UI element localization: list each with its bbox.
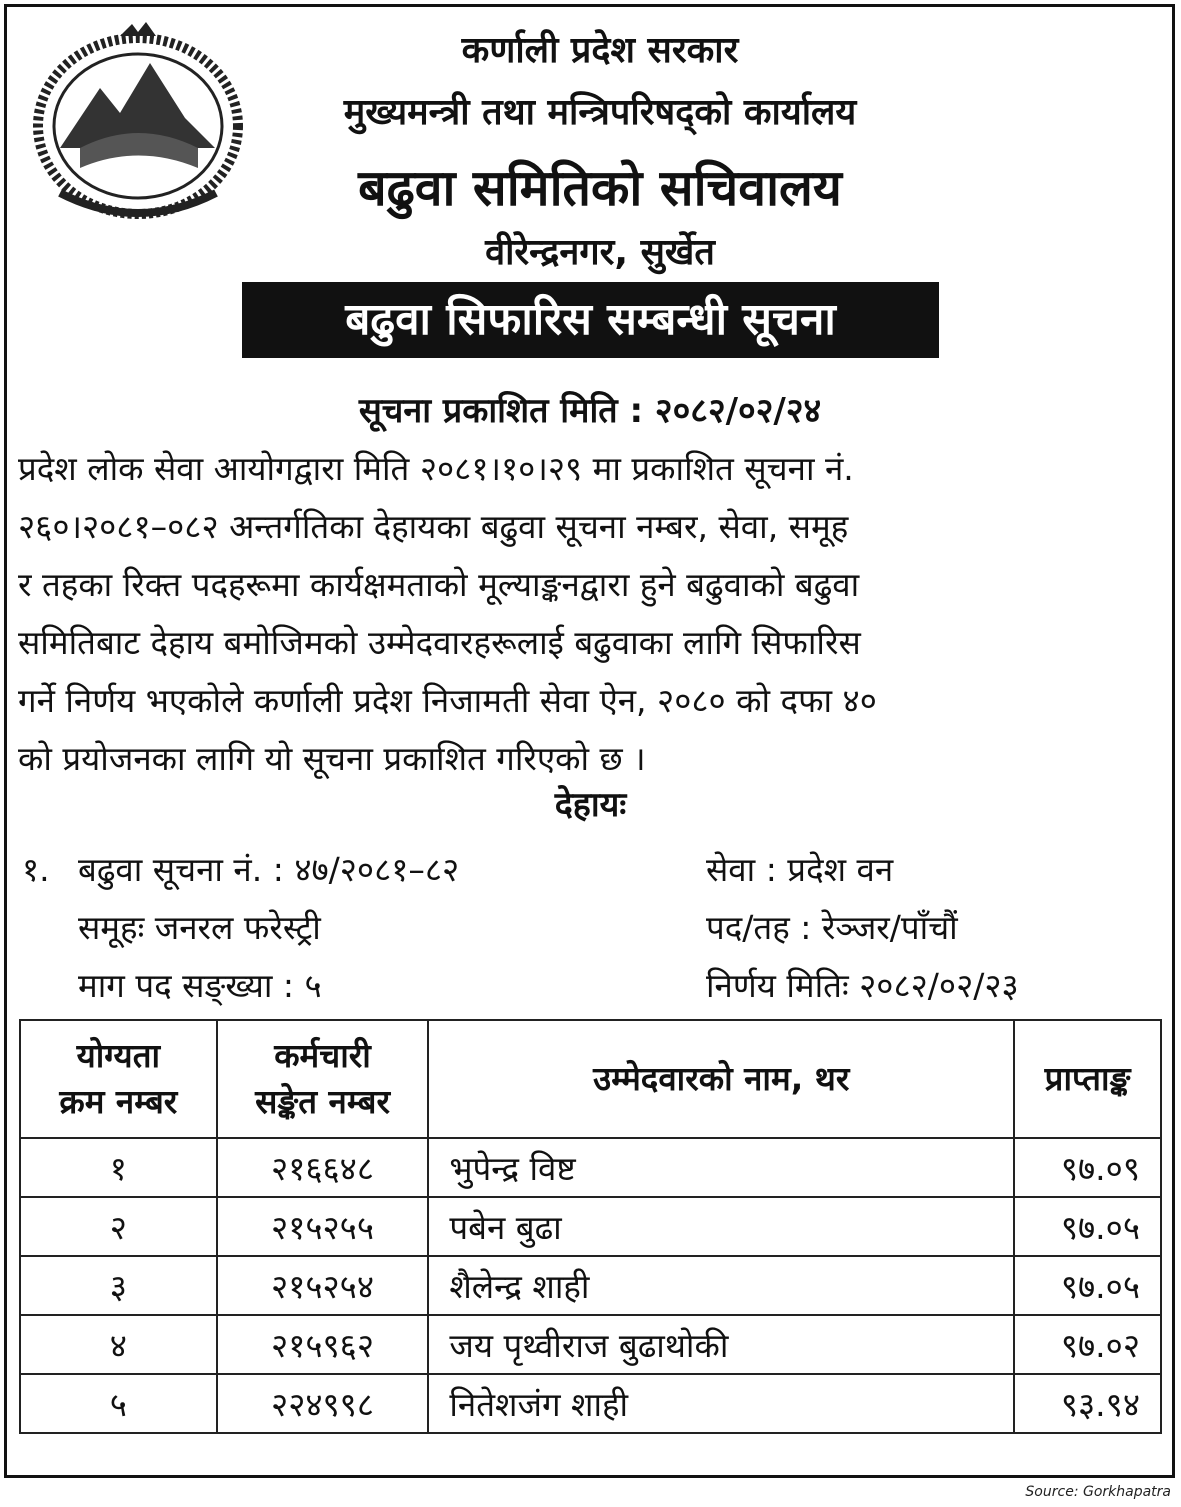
item-number: १.: [22, 850, 50, 889]
score-cell: ९७.०९: [1014, 1138, 1161, 1197]
demand-posts-field: माग पद सङ्ख्या : ५: [78, 966, 322, 1005]
employee-code-cell: २१६६४८: [217, 1138, 429, 1197]
employee-code-cell: २१५२५५: [217, 1197, 429, 1256]
paragraph-line: गर्ने निर्णय भएकोले कर्णाली प्रदेश निजामती सेवा ऐन, २०८० को दफा ४०: [18, 681, 877, 720]
paragraph-line: प्रदेश लोक सेवा आयोगद्वारा मिति २०८१।१०।२९ मा प्रकाशित सूचना नं.: [18, 449, 854, 488]
paragraph-line: २६०।२०८१–०८२ अन्तर्गतिका देहायका बढुवा सूचना नम्बर, सेवा, समूह: [18, 507, 849, 546]
candidate-name-cell: भुपेन्द्र विष्ट: [428, 1138, 1014, 1197]
paragraph-line: र तहका रिक्त पदहरूमा कार्यक्षमताको मूल्याङ्कनद्वारा हुने बढुवाको बढुवा: [18, 565, 860, 604]
candidate-name-cell: पबेन बुढा: [428, 1197, 1014, 1256]
post-level-field: पद/तह : रेञ्जर/पाँचौं: [706, 908, 958, 947]
score-header: प्राप्ताङ्क: [1014, 1020, 1161, 1138]
score-cell: ९७.०५: [1014, 1256, 1161, 1315]
table-header-row: [20, 1020, 1161, 1138]
candidate-name-cell: शैलेन्द्र शाही: [428, 1256, 1014, 1315]
header-province: कर्णाली प्रदेश सरकार: [461, 30, 739, 71]
employee-code-header: कर्मचारी सङ्केत नम्बर: [217, 1020, 429, 1138]
service-field: सेवा : प्रदेश वन: [706, 850, 894, 889]
notice-paragraph: [18, 440, 1164, 788]
source-credit: Source: Gorkhapatra: [1025, 1484, 1171, 1500]
candidate-name-cell: नितेशजंग शाही: [428, 1374, 1014, 1433]
employee-code-cell: २२४९९८: [217, 1374, 429, 1433]
employee-code-cell: २१५९६२: [217, 1315, 429, 1374]
score-cell: ९३.९४: [1014, 1374, 1161, 1433]
candidate-name-cell: जय पृथ्वीराज बुढाथोकी: [428, 1315, 1014, 1374]
table-row: [20, 1374, 1161, 1433]
rank-header: योग्यता क्रम नम्बर: [20, 1020, 217, 1138]
paragraph-line: को प्रयोजनका लागि यो सूचना प्रकाशित गरिएको छ ।: [18, 739, 646, 778]
promotion-notice-number: बढुवा सूचना नं. : ४७/२०८१–८२: [78, 850, 460, 889]
dehay-label: देहायः: [554, 785, 627, 825]
notice-banner: बढुवा सिफारिस सम्बन्धी सूचना: [242, 282, 939, 358]
header-address: वीरेन्द्रनगर, सुर्खेत: [485, 232, 715, 273]
rank-cell: ४: [20, 1315, 217, 1374]
paragraph-line: समितिबाट देहाय बमोजिमको उम्मेदवारहरूलाई बढुवाका लागि सिफारिस: [18, 623, 861, 662]
score-cell: ९७.०५: [1014, 1197, 1161, 1256]
rank-cell: २: [20, 1197, 217, 1256]
rank-cell: ५: [20, 1374, 217, 1433]
government-emblem-icon: [20, 18, 256, 230]
header-secretariat: बढुवा समितिको सचिवालय: [358, 159, 842, 217]
candidates-table: [19, 1019, 1162, 1434]
header-office: मुख्यमन्त्री तथा मन्त्रिपरिषद्को कार्यालय: [343, 92, 857, 133]
table-row: [20, 1138, 1161, 1197]
table-row: [20, 1315, 1161, 1374]
group-field: समूहः जनरल फरेस्ट्री: [78, 908, 321, 947]
decision-date-field: निर्णय मितिः २०८२/०२/२३: [706, 966, 1019, 1005]
rank-cell: ३: [20, 1256, 217, 1315]
rank-cell: १: [20, 1138, 217, 1197]
table-row: [20, 1197, 1161, 1256]
table-row: [20, 1256, 1161, 1315]
candidate-name-header: उम्मेदवारको नाम, थर: [428, 1020, 1014, 1138]
employee-code-cell: २१५२५४: [217, 1256, 429, 1315]
published-date: सूचना प्रकाशित मिति : २०८२/०२/२४: [358, 391, 822, 431]
score-cell: ९७.०२: [1014, 1315, 1161, 1374]
